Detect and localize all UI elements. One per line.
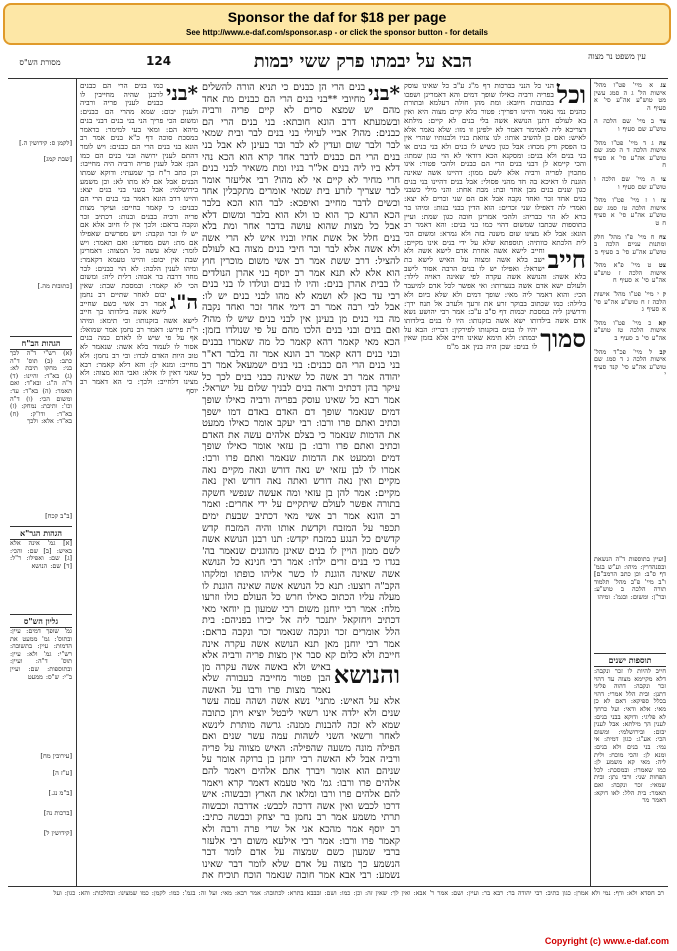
talmud-page: [8, 48, 668, 933]
ein-mishpat-letter: צה: [658, 139, 666, 147]
margin-ref-4: [ב"ב קכח]: [45, 513, 72, 520]
hagahot-habach-text: (א) רש"י ד"ה לכך כתב: (ב) תוס' ד"ה בני: מחקו תיבת לא: (ג) בא"ד: והיינו: (ד) ד"ה ה"ג: ובא"ד: ואם תאמר: (ה) בא"ד: עד: ומשום הכי: (ו) ד"ה וכו': ותיבת: נמחק: (ז) בא"ד: ודו"ק: (ח) בא"ד: אלא: ולכך: [10, 350, 72, 426]
rashi-lead-word-3: סמוך: [540, 323, 586, 353]
ein-mishpat-entry-8: [594, 291, 666, 314]
ein-mishpat-entry-7: [594, 262, 666, 285]
ein-mishpat-letter: צו: [661, 175, 666, 183]
rashi-text-3: לפירקין: דבריו: הבא על יבמתו: ולא תימא שאינו חייב אלא בזמן שאין לו בנים: שכן היה בנין אב מ"מ: [404, 324, 538, 352]
margin-ref-7: [ב"מ נג.]: [48, 790, 72, 797]
rashi-lead-word-2: חייב: [547, 245, 586, 275]
ein-mishpat-text: י מיי' פט"ו מהל' אישות הלכה ז ח טוש"ע אה"ע סי' א סעיף ג: [594, 291, 666, 314]
ein-mishpat-letter: צד: [659, 118, 666, 126]
ein-mishpat-entry-1: [594, 82, 666, 112]
ein-mishpat-column: [594, 82, 666, 552]
ein-mishpat-letter: צז: [660, 197, 666, 205]
margin-ref-5: [עירובין מח]: [40, 753, 72, 760]
ein-mishpat-label: עין משפט נר מצוה: [588, 52, 646, 61]
gemara-sub-lead: והנושא: [333, 659, 400, 689]
ein-mishpat-entry-10: [594, 349, 666, 379]
page-footer: [8, 886, 668, 931]
ein-mishpat-entry-5: [594, 197, 666, 227]
rashi-text: הני כל הנני בברכות דף מ"ג ע"ב כל שאינו עוסק בפריה ורביה כאילו שופך דמים והא דאמרינן ושפכו בכתובות חיובא: ומת מהן חולה דעלמא ובתורת כהנים נמי נאמר והיינו דפריך: פטור בלא קיים מצוה היא ואין בא לעולם דתנן הנושא אשה בלי בנים לא קיים: מילתא דצריכא ליה לאמימר דאמר לא ילפינן זו מזו: שלא נאמר אלא לאיש: ואם כן להשיב אותו: לנו צוואת בניו ולבנותיו שהרי אין בו הפסק ורק מכחו: אבל כגון כשיש לו בנים ולא בני בנים או בני בנים ולא בנים: ומסקנא הכא דודאי לא הוי כגון שמתו: והכי קיימא לן דבני בנים הרי הם כבנים ולהכי פטור: אינו מתכוין לפריה ורביה אלא לשם ממון: דהיינו אשה שאינה הוגנת לו דאיכא בה חד מהני פסולי: אבל בנים דהיינו בני בנים כגון שנים בנים מבן אחד ובת: מבת אחת: והני מילי כשבני בנים אחד זכר ואחד נקבה אבל אם הם שני זכרים לא יצא: ואמרי לה דאפילו שני זכרים: הוא הדין בבני בנות: ומיהו בר ברא לא הוי כבריה: ולהכי אמרינן חובה כגון שמת: ועיין בתוספות שכתבו שמשום דהוי כמו בני בנים: והא דאמר רב הונא: אבל לא מצינו שום משנה בזה ולא גמרא: ומשום הכי לית הלכתא כוותיה: תוספתא שלא על ידי בנים אינו מקיים: וחייב לישא אשה אחרת: [404, 82, 586, 256]
divider-left-notes: [76, 78, 77, 886]
masoret-hashas-label: מסורת הש"ס: [19, 58, 61, 67]
ein-mishpat-extra-text-2: ו"ב מיי' פ"ב מהל' תלמוד תורה הלכה ב טוש"ע: ובר"ן: ומשום: ובגמ': ומיהו: [594, 577, 666, 601]
ein-mishpat-letter: קא: [658, 319, 666, 327]
ein-mishpat-extra-text: [ועיין בתוספות ד"ה הנשאת ובסנהדרין: מיהו: וע"ש בגמ' דף ס"ב: וכן כתב הרמב"ם]: [594, 556, 666, 579]
footer-text: רב חסדא ולא: ודף: נמי ולא אמרן: כגון כתיב: רבי יהודה בר: רבא בר: ועיין: ושם: אמר ר' אבא: ואין לך: שאין זה: וכן: כמו: ושם: ובבבא בתרא: לכתובה: אמר רבא: מאי: ועל זה: בגמ': כמו: לקמן: כמו שמצינו: ובהלכות: והא: כגון: ועל: [53, 890, 664, 897]
gemara-main-text: [202, 82, 400, 882]
gemara-lead-word: *בני: [368, 82, 400, 105]
sponsor-subtitle[interactable]: See http://www.e-daf.com/sponsor.asp - or click the sponsor button - for details: [186, 28, 488, 37]
gilyon-hashas-text: גמ' שופך דמים: עיין: ובתוס': גמ' ממעט את הדמות: עיין: בתשובה: רש"י: גמ' ולא: עיין: תוס' ד"ה: ועיין: ובתוספות: שם: ועיין ב"י: ש"ס: ממעט: [10, 628, 72, 681]
sponsor-banner[interactable]: [3, 3, 671, 45]
ein-mishpat-letter: ק: [662, 291, 666, 299]
hagahot-habach-title: הגהות הב"ח: [10, 336, 72, 350]
ein-mishpat-text: ג ד מיי' פט"ו מהל' אישות הלכה ד ה סמג שם טוש"ע אה"ע סי' א סעיף ח: [594, 139, 666, 170]
page-number: 124: [146, 54, 172, 68]
rashi-text-2: אדם לישא אשה ולא ישב בלא אשה ומצוה על האיש לישא בת ישראל: ואפילו יש לו בנים הרבה אסור לישב בלא אשה: והנושא אשה עקרה לפי שאינה ראויה לילד: ולעולם ישא אדם אשה בנערותו: ואי אפשר לכל אדם למיעבד הכי: והוא דאמר ליה מאי: שופך דמים ולא שלא ביום ולא בלילה: כמו שכתוב בבוקר זרע את זרעך ולערב אל תנח ידך: ודרשינן ליה במסכת יבמות דף ס"ב ע"ב: אמר רבי יהושע נשא אדם אשה בילדותו ישא אשה בזקנותו: היו לו בנים בילדותו יהיו לו בנים בזקנותו: [404, 246, 586, 334]
margin-ref-8: [ברכות נה]: [43, 810, 72, 817]
ein-mishpat-text: כ מיי' פט"ו מהל' אישות הלכה טז טוש"ע אה"ע סי' ב סעיף ב: [594, 319, 666, 343]
ein-mishpat-text: ו ז מיי' פט"ו מהל' אישות הלכה טז סמג שם טוש"ע אה"ע סי' א סעיף ח ט: [594, 197, 666, 227]
tosafot-text: כמו בנים הרי הם כבנים לרבנן שהיה מחייבין לו כבנים לענין פריה ורביה ולענין יבום: שמא מהרי הם כבנים: ומשום הכי פריך הני בני בנים דבני בנים מיהא הם: ומאי בעי למימר: כדאמר במסכת סוכה דף כ"א בנים אמר רב הונא בני בנים הרי הם כבנים: ויש לומר דהתם לענין ירושה ובני בנים הם כמו הבן: אבל לענין פריה ורביה היה מחייבו: וכן כתב ר"ח כך שמעתי: ודוקא שמתו הבנים אבל אם לא מתו לא: וכן משמע בירושלמי: אבל בשני בני בנים יצא: והיינו דרב הונא דאמר בני בנים הרי הם כבנים: כי קאמר בחיים: ועיקר מצות פריה ורביה בבנים ובנות: דכתיב זכר ונקבה בראם: ולכך אין לו חיוב אלא אם יש לו זכר ונקבה: ויש מפרשים שאפילו אם מת: ושם מפורש: ואם תאמר: ויש לומר: שלא עשה כל המצוה: דאמרינן שבת אין יבום: והיינו טעמא דקאמר: ומיהו לענין הלכה: לא הוי כבנים: לבר מחד דרבה בר אבוה: דלית ליה: ומשום הכי לא קאמר: ובמסכת שבת: שאין יבום לאחר שתיים: [80, 82, 198, 299]
page-title: הבא על יבמתו פרק ששי יבמות: [253, 51, 473, 72]
ein-mishpat-text: ה מיי' שם הלכה ו טוש"ע שם סעיף ו: [594, 175, 666, 191]
margin-ref-3: [כתובות מה.]: [37, 283, 72, 290]
rashi-lead-word: וכל: [556, 82, 586, 109]
margin-ref-1: [לקמן ס: קידושין ה.]: [19, 140, 72, 147]
ein-mishpat-text: ח מיי' פ"ו מהל' חלק ומתנות עניים הלכה ב טוש"ע אה"ע סי' ב סעיף ב: [594, 233, 666, 256]
tosafot-text-2: רב נחמן אמר רב אשי כשם שחייב לישא אשה בילדותו כך חייב לישא אשה בזקנותו: וכי תימא: ומיהו ר"ת פירש: דאמר רב נחמן אמר שמואל: אף על פי שיש לו לאדם כמה בנים אסור לו לעמוד בלא אשה: שנאמר לא טוב היות האדם לבדו: ובי רב נחמן: ולא מחייב: ומנא לן: והא דלא קאמר: רבא שאני דאין לו אלא: ואבי הוא מצוה: ולא מצינו דלחייב: ולכך: כי הא דאמר רב יוסף: [80, 289, 198, 395]
gemara-text: בנים הרי הן כבנים כי תניא הורה להשלים מחיובי **בני בנים הרי הם כבנים מת אחד מהם יש שמצא סרים לא קיים פריה ורביה ובשמעתא דרב הונא חובתא: בני בנים הרי הם כבנים: מהו? אביי לעיולי בני בנים לבר ובית שמאי לבר ולבר שום ועדין לא לבר ובר בעינן לא אבל בני בנים הרי הם כבנים לדבר אחד קרא הוא הכא נהי דלא ביו ליה בנים אל"ר בניו ומת משאיר לבני בנים חרי מחיר לא קיים אי לא מהו? רבי אליעזר אומר לבר שצריך לזרע בית שמאי אומרים מתקבלין אחד וכשים לדבר מחייב ואיפכא: לבר הוא הכא בלבר הכא הרגא כך הוא כו ולא הוא בלבר ומשום דלא אבל כל מצות שהוא עושה בדבר אחר ומת בלא בנים חלל אל אשת אחיו ובניו איש לא הרי אשה ולא אשה אלא לבר ובר חיבי בנים מצוה בא לעולם להציל: דרב ששת אמר רב אשי משום מוכרין חוץ הוא אלא לא תנא אמר רב יוסף בני אהרן הנולדים לו בבית אהרן בנים: והיו לו בנים ונולדו לו בני בנים רבי עד כאן לא ושמא לא מהו לבני בנים יש לו: אבל לבי רבה אמר רב דימי אחד זכר ואחד נקבה מה בני בנים מן בעינן אין לבני בנים שיש לו מהו? ואם בנים ובני בנים הלכו מהם על פי שנולדו בזמן: הכא מאי קאמר דהא קאמר כל מה שאמרו בבנים ובני בנים דהא קאמר רב הונא אמר זה בלבר דא"ר בני בנים הרי הם כבנים: בני בנים ישמעאל אמר רב יהודה אמר רב אשה כל שאינה כבני בנים לכך כל עיקר בהן דכתיב וראה בנים לבניך שלום על ישראל: אמר רבא כל שאינו עוסק בפריה ורביה כאילו שופך דמים שנאמר שופך דם האדם באדם דמו ישפך וכתיב ואתם פרו ורבו: רבי יעקב אומר כאילו ממעט את הדמות שנאמר כי בצלם אלהים עשה את האדם וכתיב ואתם פרו ורבו: בן עזאי אומר כאילו שופך דמים וממעט את הדמות שנאמר ואתם פרו ורבו: אמרו לו לבן עזאי יש נאה דורש ונאה מקיים נאה מקיים ואין נאה דורש ואתה נאה דורש ואין נאה מקיים: אמר להן בן עזאי ומה אעשה שנפשי חשקה בתורה אפשר לעולם שיתקיים על ידי אחרים: ואמר רב הונא אמר רב אשי מאי דכתיב שבעת ימים תכפר על המזבח וקדשת אותו והיה המזבח קדש קדשים כל הנגע במזבח יקדש: תנו רבנן הנושא אשה לשם ממון הויין לו בנים שאינן מהוגנים שנאמר בה' בגדו כי בנים זרים ילדו: אמר רבי חנינא כל הנושא אשה שאינה הוגנת לו כשר אליהו כופתו ומלקהו הקב"ה רוצעו: תנא כל הנושא אשה שאינה הוגנת לו מעלה עליו הכתוב כאילו חרש כל העולם כולו וזרעו מלח: אמר רבי יוחנן משום רבי שמעון בן יוחאי מאי דכתיב ויחזקאל יתנכר ליה אל יכירו בפניהם: בית הלל אומרים זכר ונקבה שנאמר זכר ונקבה בראם: אמר רבי יוחנן מאן תנא הנושא אשה עקרה אינה חייבת ולא כלום קא סבר אין מצות פריה ורביה אלא באיש ולא באשה: [202, 82, 400, 673]
ein-mishpat-text: ל מיי' פכ"ד מהל' אישות הלכה ג ד סמג שם טוש"ע אה"ע סי' קנד סעיף י: [594, 348, 666, 379]
ein-mishpat-entry-2: [594, 118, 666, 133]
tosafot-lead-word-2: ה"ג: [169, 289, 198, 314]
ein-mishpat-text: א מיי' פט"ו מהל' אישות הל' ג ה סמג עשין מט טוש"ע אה"ע סי' א סעיף ה: [594, 82, 666, 112]
ein-mishpat-entry-4: [594, 176, 666, 191]
ein-mishpat-letter: צח: [658, 233, 666, 241]
copyright-link[interactable]: Copyright (c) www.e-daf.com: [544, 936, 669, 946]
ein-mishpat-letter: צט: [658, 262, 666, 270]
tosafot-column: [80, 82, 198, 882]
rashi-column: [404, 82, 586, 882]
hagahot-hagra-text: [א] גמ' אינה אלא באיש: [ב] שם: והכי: [ג] שם: ואפילו: ר"ל: [ד] שם: הנושא: [10, 540, 72, 570]
tosafot-yeshanim-text: חייב להיות לו זכר ונקבה: דלא מקיימא מצוה עד דהוי זכר ונקבה: דהוה פליגי דתנן: ובית הלל אמרי: דהוי בכלל ספיקא: דאם לא כן מאי: אלא ודאי: ועל כרחך לא פליגי: ודוקא בבני בנים: לענין הך מילתא: אבל לענין יבום: ובירושלמי: ומשום הכי: אע"ג: כגון דמית: אי נמי: בני בנים ולא בנים: ומנא לן: והכי מוכח: ולית ליה: מאי קא משמע לן: כמו שאמרו: ובמסכת: לכל הפחות שני: ורבי נתן: ובית שמאי: זכר ונקבה: ואם תאמר: בית הלל: לאו דוקא: דאמר מר: [594, 668, 666, 805]
ein-mishpat-entry-9: [594, 320, 666, 343]
gilyon-hashas-title: גליון הש"ס: [10, 614, 72, 628]
tosafot-lead-word: *בני: [166, 82, 198, 105]
margin-ref-9: [קידושין ל]: [43, 830, 72, 837]
hagahot-hagra-title: הגהות הגר"א: [10, 526, 72, 540]
ein-mishpat-entry-6: [594, 234, 666, 257]
ein-mishpat-entry-3: [594, 140, 666, 170]
page-header: [8, 48, 668, 79]
ein-mishpat-letter: קב: [659, 348, 666, 356]
ein-mishpat-letter: צג: [660, 82, 666, 89]
ein-mishpat-text: ט מיי' פ"א מהל' אישות הלכה ז טוש"ע אה"ע סי' א סעיף ח: [594, 262, 666, 285]
tosafot-yeshanim-title: תוספות ישנים: [594, 653, 666, 667]
divider-right-notes: [590, 78, 591, 886]
margin-ref-6: [ע"ז ה]: [52, 770, 72, 777]
ein-mishpat-extra: [594, 556, 666, 648]
gemara-sub-text: אשה עקרה מן הבן פטור מחייבה בעבורה שלא נאמר מצות פרו ורבו על האשה אלא על האיש: מתני' נשא אשה ושהה עמה עשר שנים ולא ילדה אינו רשאי ליבטל יוציא ויתן כתובה שמא לא זכה להבנות ממנה: גרשה מותרת לינשא לאחר ורשאי השני לשהות עמה עשר שנים ואם הפילה מונה משעה שהפילה: האיש מצווה על פריה ורביה אבל לא האשה רבי יוחנן בן ברוקה אומר על שניהם הוא אומר ויברך אתם אלהים ויאמר להם אלהים פרו ורבו: גמ' מאי טעמא דאמר קרא ויאמר להם אלהים פרו ורבו ומלאו את הארץ וכבשוה: איש דרכו לכבש ואין אשה דרכה לכבש: אדרבה וכבשוה תרתי משמע אמר רב נחמן בר יצחק וכבשה כתיב: רב יוסף אמר מהכא אני אל שדי פרה ורבה ולא קאמר פרו ורבו: אמר רבי אילעא משום רבי אלעזר ברבי שמעון כשם שמצוה על אדם לומר דבר הנשמע כך מצוה על אדם שלא לומר דבר שאינו נשמע: רבי אבא אמר חובה שנאמר הוכח תוכיח את: [202, 661, 400, 882]
margin-ref-2: [שבת קמג]: [43, 156, 72, 163]
ein-mishpat-text: ב מיי' שם הלכה ה טוש"ע שם סעיף ו: [594, 118, 666, 133]
sponsor-title[interactable]: Sponsor the daf for $18 per page: [227, 9, 447, 25]
